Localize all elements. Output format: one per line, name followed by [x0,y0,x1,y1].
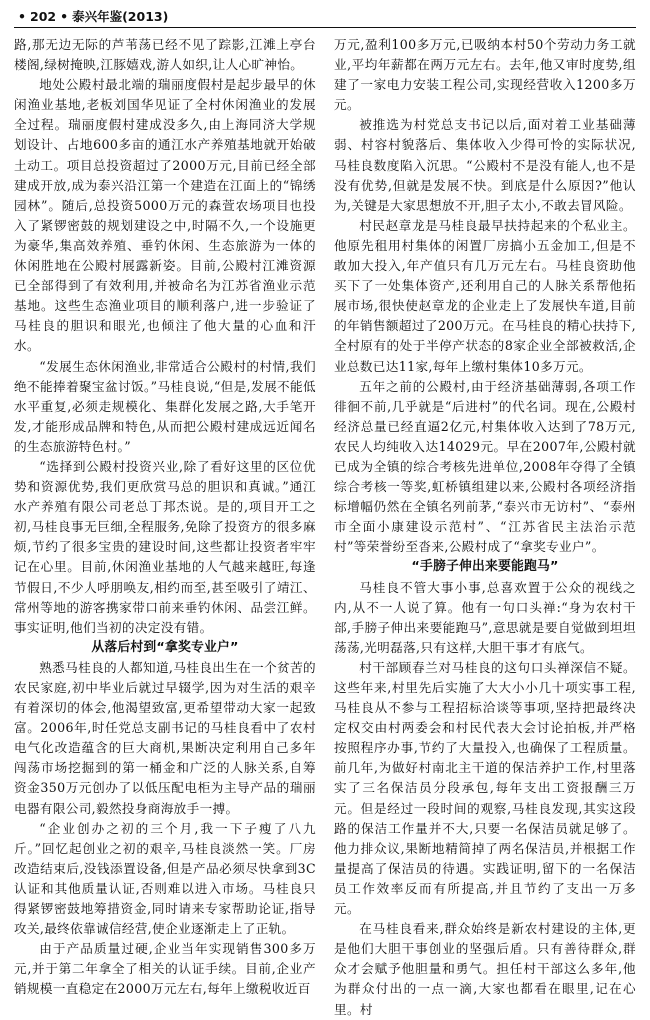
paragraph: 万元,盈利100多万元,已吸纳本村50个劳动力务工就业,平均年薪都在两万元左右。去年,他又审时度势,组建了一家电力安装工程公司,实现经营收入1200多万元。 [334,37,636,113]
running-header [14,6,636,26]
paragraph: 由于产品质量过硬,企业当年实现销售300多万元,并于第二年拿全了相关的认证手续。目前,企业产销规模一直稳定在2000万元左右,每年上缴税收近百 [14,941,316,997]
paragraph: 在马桂良看来,群众始终是新农村建设的主体,更是他们大胆干事创业的坚强后盾。只有善待群众,群众才会赋予他胆量和勇气。担任村干部这么多年,他为群众付出的一点一滴,大家也都看在眼里,记在心里。村 [334,921,636,1017]
left-column [14,35,316,997]
section-heading: 从落后村到“拿奖专业户” [91,639,239,655]
page-number: 202 [30,8,57,24]
paragraph: 路,那无边无际的芦苇荡已经不见了踪影,江滩上亭台楼阁,绿树掩映,江豚嬉戏,游人如织,让人心旷神怡。 [14,37,316,73]
paragraph: 被推选为村党总支书记以后,面对着工业基础薄弱、村容村貌落后、集体收入少得可怜的实际状况,马桂良数度陷入沉思。“公殿村不是没有能人,也不是没有优势,但就是发展不快。到底是什么原因?”他认为,关键是大家思想放不开,胆子太小,不敢去冒风险。 [334,117,636,213]
paragraph: 熟悉马桂良的人都知道,马桂良出生在一个贫苦的农民家庭,初中毕业后就过早辍学,因为对生活的艰辛有着深切的体会,他渴望致富,更希望带动大家一起致富。2006年,时任党总支副书记的马桂良看中了农村电气化改造蕴含的巨大商机,果断决定利用自己多年闯荡市场挖掘到的第一桶金和广泛的人脉关系,自筹资金350万元创办了以低压配电柜为主导产品的瑞丽电器有限公司,毅然投身商海放手一搏。 [14,659,316,816]
paragraph: 村干部顾春兰对马桂良的这句口头禅深信不疑。这些年来,村里先后实施了大大小小几十项实事工程,马桂良从不参与工程招标洽谈等事项,坚持把最终决定权交由村两委会和村民代表大会讨论拍板,并严格按照程序办事,节约了大量投入,也确保了工程质量。前几年,为做好村南北主干道的保洁养护工作,村里落实了三名保洁员分段承包,每年支出工资报酬三万元。但是经过一段时间的观察,马桂良发现,其实这段路的保洁工作量并不大,只要一名保洁员就足够了。他力排众议,果断地精简掉了两名保洁员,并根据工作量提高了保洁员的待遇。实践证明,留下的一名保洁员工作效率反而有所提高,并且节约了支出一万多元。 [334,659,636,917]
paragraph: 五年之前的公殿村,由于经济基础薄弱,各项工作徘徊不前,几乎就是“后进村”的代名词。现在,公殿村经济总量已经直逼2亿元,村集体收入达到了78万元,农民人均纯收入达14029元。早在2007年,公殿村就已成为全镇的综合考核先进单位,2008年夺得了全镇综合考核一等奖,虹桥镇组建以来,公殿村各项经济指标增幅仍然在全镇名列前茅,“泰兴市无访村”、“泰州市全面小康建设示范村”、“江苏省民主法治示范村”等荣誉纷至沓来,公殿村成了“拿奖专业户”。 [334,378,636,555]
right-column [334,35,636,1017]
section-heading: “手膀子伸出来要能跑马” [411,559,559,575]
paragraph: 马桂良不管大事小事,总喜欢置于公众的视线之内,从不一人说了算。他有一句口头禅:“身为农村干部,手膀子伸出来要能跑马”,意思就是要自觉做到坦坦荡荡,光明磊落,只有这样,大胆干事才有底气。 [334,579,636,655]
paragraph: 地处公殿村最北端的瑞丽度假村是起步最早的休闲渔业基地,老板刘国华见证了全村休闲渔业的发展全过程。瑞丽度假村建成没多久,由上海同济大学规划设计、占地600多亩的通江水产养殖基地就开始破土动工。项目总投资超过了2000万元,目前已经全部建成开放,成为泰兴沿江第一个建造在江面上的“锦绣园林”。随后,总投资5000万元的森萱农场项目也投入了紧锣密鼓的规划建设之中,时隔不久,一个设施更为豪华,集高效养殖、垂钓休闲、生态旅游为一体的休闲胜地在公殿村展露新姿。目前,公殿村江滩资源已全部得到了有效利用,并被命名为江苏省渔业示范基地。这些生态渔业项目的顺利落户,进一步验证了马桂良的胆识和眼光,也倾注了他大量的心血和汗水。 [14,77,316,354]
paragraph: “企业创办之初的三个月,我一下子瘦了八九斤。”回忆起创业之初的艰辛,马桂良淡然一笑。厂房改造结束后,没钱添置设备,但是产品必须尽快拿到3C认证和其他质量认证,否则难以进入市场。马桂良只得紧锣密鼓地筹措资金,同时请来专家帮助论证,指导攻关,最终依靠诚信经营,使企业逐渐走上了正轨。 [14,820,316,937]
paragraph: “发展生态休闲渔业,非常适合公殿村的村情,我们绝不能捧着聚宝盆讨饭。”马桂良说,“但是,发展不能低水平重复,必须走规模化、集群化发展之路,大手笔开发,才能形成品牌和特色,从而把公殿村建成远近闻名的生态旅游特色村。” [14,358,316,454]
book-title: 泰兴年鉴(2013) [72,9,169,24]
header-rule [14,27,636,28]
header-bullet-left: • [18,8,26,24]
paragraph: “选择到公殿村投资兴业,除了看好这里的区位优势和资源优势,我们更欣赏马总的胆识和真诚。”通江水产养殖有限公司老总丁邦杰说。是的,项目开工之初,马桂良事无巨细,全程服务,免除了投资方的很多麻烦,节约了很多宝贵的建设时间,这些都让投资者牢牢记在心里。目前,休闲渔业基地的人气越来越旺,每逢节假日,不少人呼朋唤友,相约而至,甚至吸引了靖江、常州等地的游客携家带口前来垂钓休闲、品尝江鲜。事实证明,他们当初的决定没有错。 [14,458,316,635]
paragraph: 村民赵章龙是马桂良最早扶持起来的个私业主。他原先租用村集体的闲置厂房搞小五金加工,但是不敢加大投入,年产值只有几万元左右。马桂良资助他买下了一处集体资产,还利用自己的人脉关系帮他拓展市场,很快使赵章龙的企业走上了发展快车道,目前的年销售额超过了200万元。在马桂良的精心扶持下,全村原有的处于半停产状态的8家企业全部被救活,企业总数已达11家,每年上缴村集体10多万元。 [334,217,636,374]
header-bullet-right: • [60,8,69,24]
